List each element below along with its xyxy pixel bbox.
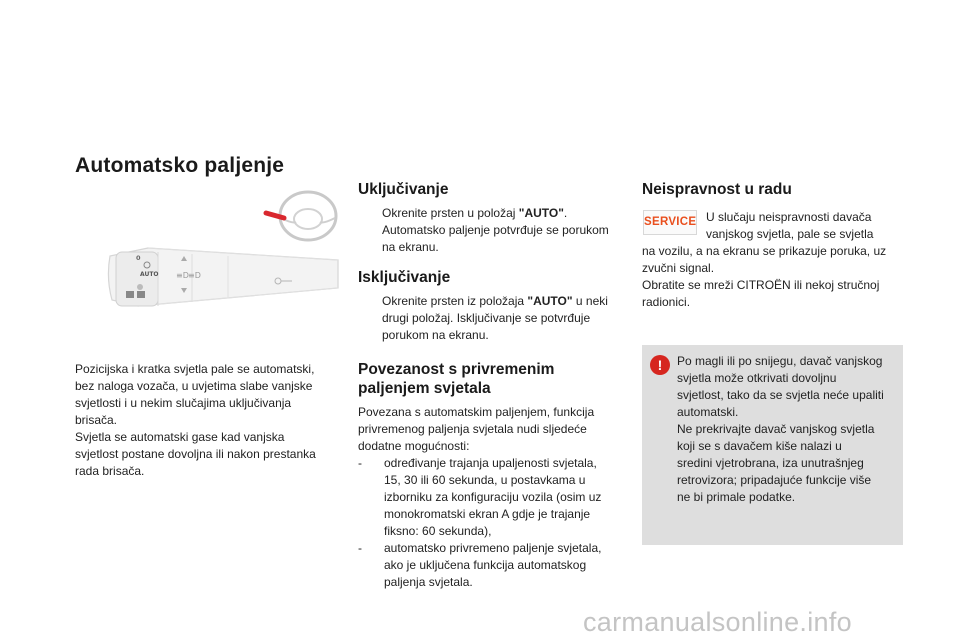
light-stalk-illustration	[88, 188, 350, 318]
iskljucivanje-item: Okrenite prsten iz položaja "AUTO" u neki drugi položaj. Isključivanje se potvrđuje porukom na ekranu.	[382, 294, 608, 342]
intro-line: rada brisača.	[75, 464, 145, 478]
stalk-zero-label: 0	[136, 254, 141, 262]
section-heading-iskljucivanje: Isključivanje	[358, 269, 451, 286]
intro-line: Svjetla se automatski gase kad vanjska	[75, 430, 285, 444]
neispravnost-text-top: U slučaju neispravnosti davača vanjskog svjetla, pale se svjetla	[706, 210, 874, 241]
intro-line: svjetlost postane dovoljna ili nakon prestanka	[75, 447, 316, 461]
povezanost-intro: Povezana s automatskim paljenjem, funkcija privremenog paljenja svjetala nudi sljedeće dodatne mogućnosti:	[358, 405, 595, 453]
watermark: carmanualsonline.info	[583, 607, 852, 637]
intro-line: brisača.	[75, 413, 118, 427]
intro-line: svjetlosti i u nekim slučajima uključivanja	[75, 396, 292, 410]
section-heading-ukljucivanje: Uključivanje	[358, 181, 449, 198]
intro-paragraph	[75, 361, 335, 480]
page-title: Automatsko paljenje	[75, 154, 285, 177]
povezanost-item-1: - određivanje trajanja upaljenosti svjetala, 15, 30 ili 60 sekunda, u postavkama u izborniku za konfiguraciju vozila (osim uz monokromatski ekran A gdje je trajanje fiksno: 60 sekunda),	[358, 456, 602, 538]
section-heading-povezanost: Povezanost s privremenim paljenjem svjetala	[358, 361, 555, 397]
middle-column	[358, 180, 628, 591]
service-badge-icon: SERVICE	[643, 210, 697, 235]
svg-text:≡D: ≡D	[176, 271, 189, 280]
intro-line: Pozicijska i kratka svjetla pale se automatski,	[75, 362, 315, 376]
neispravnost-text: na vozilu, a na ekranu se prikazuje poruka, uz zvučni signal. Obratite se mreži CITROËN ili nekoj stručnoj radionici.	[642, 244, 887, 309]
steering-wheel-icon	[266, 192, 336, 240]
warning-note: ! Po magli ili po snijegu, davač vanjskog svjetla može otkrivati dovoljnu svjetlost, tako da se svjetla neće upaliti automatski. Ne prekrivajte davač vanjskog svjetla koji se s davačem kiše nalazi u sredini vjetrobrana, iza unutrašnjeg retrovizora; pripadajuće funkcije više ne bi primale podatke.	[642, 345, 903, 545]
povezanost-item-2: - automatsko privremeno paljenje svjetala, ako je uključena funkcija automatskog paljenja svjetala.	[358, 541, 602, 589]
stalk-auto-label: AUTO	[140, 271, 159, 278]
svg-text:≡D: ≡D	[188, 271, 201, 280]
warning-icon: !	[650, 355, 670, 375]
intro-line: bez naloga vozača, u uvjetima slabe vanjske	[75, 379, 313, 393]
section-heading-neispravnost: Neispravnost u radu	[642, 181, 792, 198]
ukljucivanje-item: Okrenite prsten u položaj "AUTO". Automatsko paljenje potvrđuje se porukom na ekranu.	[382, 206, 609, 254]
